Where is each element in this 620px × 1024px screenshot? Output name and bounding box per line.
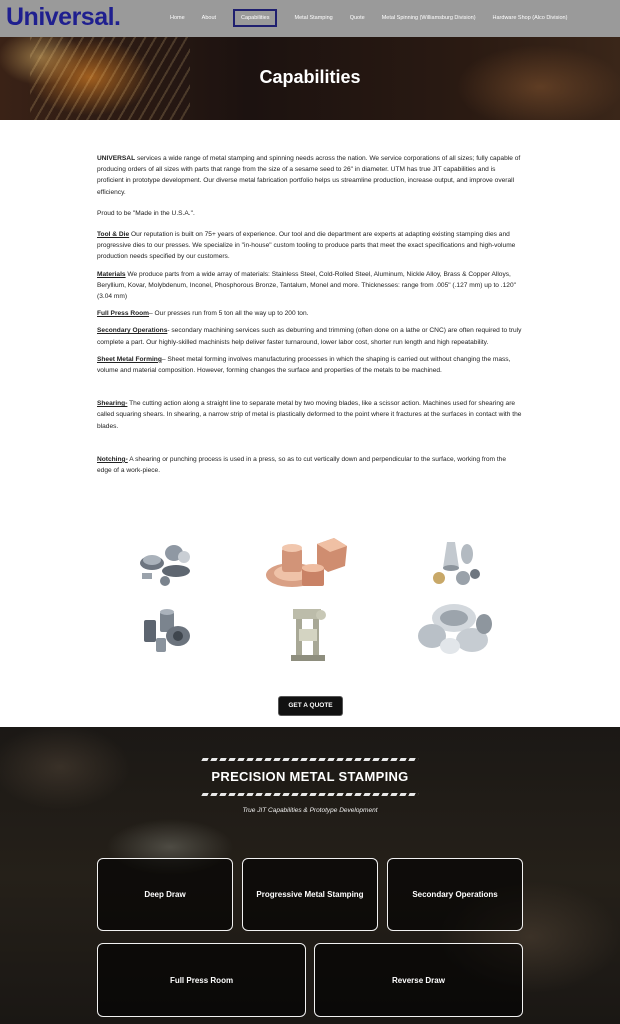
- card-label: Secondary Operations: [412, 890, 498, 899]
- stamped-parts-image: [132, 535, 202, 590]
- nav-capabilities[interactable]: Capabilities: [233, 9, 277, 27]
- intro-paragraph: [97, 153, 522, 198]
- section-heading: Materials: [97, 270, 126, 278]
- section-tool-die: [97, 229, 522, 263]
- section-heading: Full Press Room: [97, 310, 150, 318]
- section-full-press-room: [97, 308, 522, 319]
- card-label: Reverse Draw: [392, 975, 445, 985]
- section-text: Our reputation is built on 75+ years of experience. Our tool and die department are experts at adapting existing stamping dies and progressive dies to our presses. We specialize in "in-house" custom tooling to produce parts that meet the exact specifications and high-volume production needs specified by our customers.: [97, 231, 516, 261]
- precision-stamping-section: [0, 727, 620, 1024]
- intro-text: services a wide range of metal stamping and spinning needs across the nation. We service corporations of all sizes; fully capable of producing orders of all sizes with parts that range from the size of a sesame seed to 26" in diameter. UTM has true JIT capabilities and is proficient in prototype development. Our diverse metal fabrication portfolio helps us streamline production, increase output, and improve overall efficiency.: [97, 155, 521, 196]
- intro-brand: UNIVERSAL: [97, 155, 136, 162]
- section-text: A shearing or punching process is used in a press, so as to cut vertically down and perpendicular to the surface, working from the edge of a work-piece.: [97, 455, 507, 475]
- stamping-press-image: [285, 603, 330, 663]
- get-a-quote-button[interactable]: GET A QUOTE: [279, 697, 342, 715]
- nav-home[interactable]: Home: [170, 15, 185, 21]
- section-heading: Tool & Die: [97, 231, 130, 239]
- main-menu: [170, 9, 584, 27]
- card-full-press-room[interactable]: [97, 943, 306, 1017]
- card-label: Deep Draw: [144, 890, 186, 899]
- title-divider-bottom: [201, 793, 419, 796]
- section-secondary-operations: [97, 325, 522, 347]
- logo[interactable]: Universal.: [6, 3, 121, 31]
- spun-parts-image: [425, 538, 485, 588]
- section-text: – Sheet metal forming involves manufacturing processes in which the shaping is carried out without changing the mass, volume and material composition. However, forming changes the surface and properties of the metals to be machined.: [97, 355, 511, 375]
- section-shearing: [97, 398, 522, 432]
- card-reverse-draw[interactable]: [314, 943, 523, 1017]
- section-heading: Sheet Metal Forming: [97, 355, 162, 363]
- nav-metal-spinning[interactable]: Metal Spinning (Williamsburg Division): [381, 15, 476, 21]
- card-label: Full Press Room: [169, 975, 234, 985]
- card-progressive-metal-stamping[interactable]: [242, 858, 378, 931]
- section-notching: [97, 454, 522, 476]
- section-subtitle: True JIT Capabilities & Prototype Development: [242, 807, 378, 814]
- section-heading: Shearing-: [97, 400, 128, 408]
- cylinder-parts-image: [138, 606, 196, 656]
- title-divider-top: [201, 758, 419, 761]
- card-deep-draw[interactable]: [97, 858, 233, 931]
- section-heading: Secondary Operations: [97, 327, 168, 335]
- section-text: – Our presses run from 5 ton all the way up to 200 ton.: [149, 310, 309, 318]
- section-heading: Notching-: [97, 455, 128, 463]
- card-secondary-operations[interactable]: [387, 858, 523, 931]
- top-nav: [0, 0, 620, 37]
- made-in-usa: Proud to be "Made in the U.S.A.".: [97, 209, 195, 217]
- section-sheet-metal-forming: [97, 354, 522, 376]
- section-text: The cutting action along a straight line to separate metal by two moving blades, like a scissor action. Machines used for shearing are called squaring shears. In shearing, a narrow strip of metal is plastically deformed to the point where it fractures at the surfaces in contact with the blades.: [97, 400, 522, 430]
- section-title: PRECISION METAL STAMPING: [211, 769, 409, 784]
- nav-about[interactable]: About: [201, 15, 217, 21]
- capabilities-content: [97, 153, 522, 482]
- card-label: Progressive Metal Stamping: [256, 890, 364, 899]
- nav-metal-stamping[interactable]: Metal Stamping: [294, 15, 333, 21]
- page-title: Capabilities: [259, 67, 361, 87]
- section-text: We produce parts from a wide array of materials: Stainless Steel, Cold-Rolled Steel, Aluminum, Nickle Alloy, Brass & Copper Alloys, Beryllium, Kovar, Molybdenum, Inconel, Phosphorous Bronze, Tantalum, Monel and more. Thicknesses: range from .005" (.127 mm) up to .120" (3.04 mm): [97, 270, 516, 301]
- spun-metal-assortment-image: [414, 598, 496, 660]
- hero-banner: [0, 37, 620, 120]
- nav-hardware-shop[interactable]: Hardware Shop (Alco Division): [492, 15, 568, 21]
- copper-parts-image: [262, 530, 357, 595]
- section-text: - secondary machining services such as deburring and trimming (often done on a lathe or CNC) are often required to truly complete a part. Our highly-skilled machinists help deliver faster turnaround, lower labor cost, shorter run length and high repeatability.: [97, 327, 522, 346]
- nav-quote[interactable]: Quote: [349, 15, 365, 21]
- section-materials: [97, 269, 522, 303]
